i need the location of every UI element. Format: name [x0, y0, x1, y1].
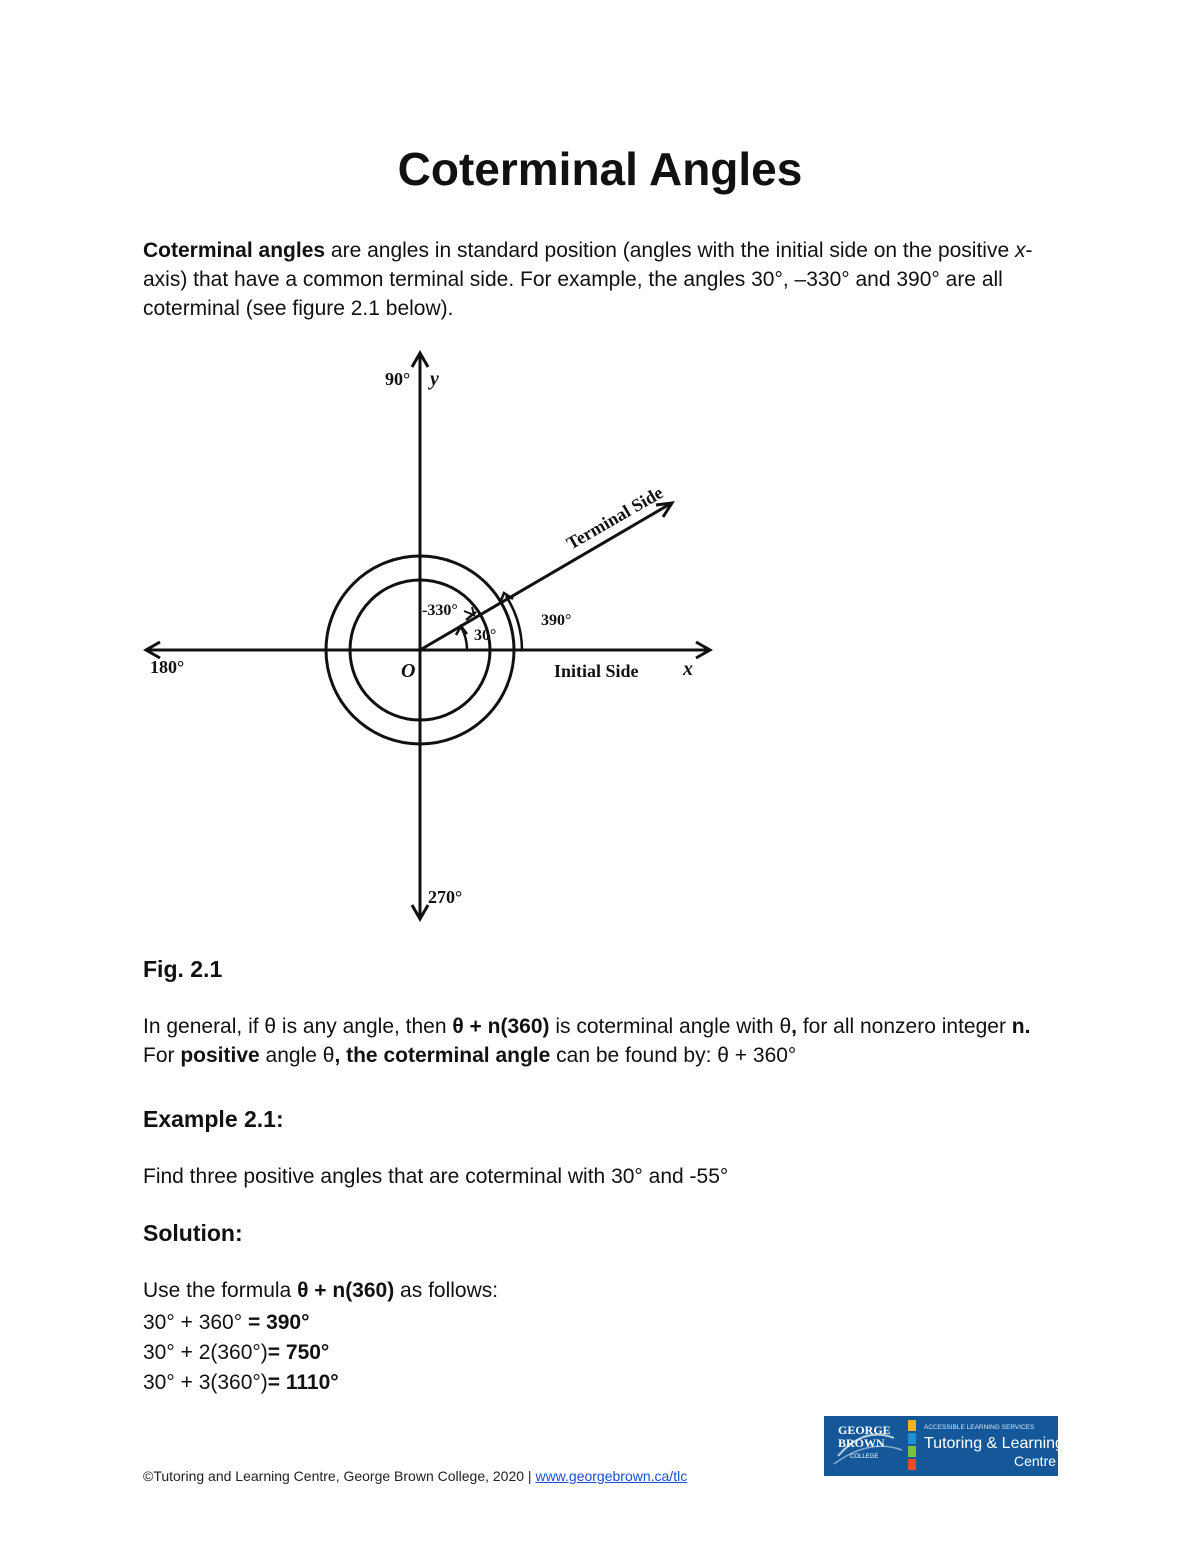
general-text-4: For	[143, 1044, 181, 1067]
general-formula: θ + n(360)	[452, 1015, 550, 1038]
label-270: 270°	[428, 887, 463, 907]
intro-paragraph	[143, 236, 1063, 323]
general-coterminal-angle: , the coterminal angle	[334, 1044, 551, 1067]
example-text: Find three positive angles that are coterminal with 30° and -55°	[143, 1165, 729, 1188]
logo-tlc-main: Tutoring & Learning	[924, 1435, 1058, 1452]
logo-tlc-sub: Centre	[1014, 1453, 1057, 1469]
tlc-logo-graphic	[824, 1416, 1058, 1476]
intro-bold-term: Coterminal angles	[143, 239, 326, 262]
general-positive: positive	[180, 1044, 260, 1067]
intro-x-variable: x	[1014, 239, 1026, 262]
label-y: y	[430, 368, 439, 390]
solution-formula-line	[143, 1276, 498, 1306]
solution-formula-pre: Use the formula	[143, 1279, 298, 1302]
solution-line-2-result: = 750°	[267, 1341, 330, 1364]
general-text-5: angle θ	[259, 1044, 335, 1067]
solution-line-1-expr: 30° + 360°	[143, 1311, 248, 1334]
general-text-1: In general, if θ is any angle, then	[143, 1015, 453, 1038]
logo-brand-line3: COLLEGE	[850, 1454, 879, 1460]
solution-formula-post: as follows:	[394, 1279, 499, 1302]
general-text-2: is coterminal angle with θ	[549, 1015, 792, 1038]
general-paragraph	[143, 1012, 1063, 1070]
solution-line-2	[143, 1338, 329, 1368]
intro-text-2: -axis) that have a common terminal side. For example, the angles 30°, –330° and 390° are all coterminal (see figure 2.1 below).	[143, 239, 1033, 320]
logo-brand-line2: BROWN	[838, 1436, 885, 1450]
label-x: x	[683, 658, 693, 680]
label-neg330: -330°	[422, 602, 458, 619]
label-origin: O	[401, 660, 416, 682]
arc-neg330-arrow	[464, 607, 474, 615]
solution-line-3	[143, 1368, 339, 1398]
footer-text: ©Tutoring and Learning Centre, George Brown College, 2020 |	[143, 1468, 536, 1484]
label-180: 180°	[150, 657, 185, 677]
footer	[143, 1468, 687, 1484]
label-90: 90°	[385, 369, 411, 389]
solution-formula-bold: θ + n(360)	[297, 1279, 395, 1302]
label-terminal-side: Terminal Side	[563, 482, 667, 554]
coterminal-angles-figure	[130, 345, 730, 935]
logo-brand-line1: GEORGE	[838, 1423, 891, 1437]
solution-line-3-expr: 30° + 3(360°)	[143, 1371, 268, 1394]
tlc-logo	[824, 1416, 1058, 1476]
general-text-6: can be found by: θ + 360°	[550, 1044, 797, 1067]
label-390: 390°	[541, 612, 572, 629]
general-text-3: for all nonzero integer	[796, 1015, 1012, 1038]
solution-heading: Solution:	[143, 1220, 243, 1246]
example-heading: Example 2.1:	[143, 1106, 284, 1132]
page-title: Coterminal Angles	[397, 143, 803, 195]
solution-line-1	[143, 1308, 310, 1338]
solution-line-2-expr: 30° + 2(360°)	[143, 1341, 268, 1364]
label-initial-side: Initial Side	[554, 661, 639, 681]
solution-line-3-result: = 1110°	[267, 1371, 339, 1394]
intro-text-1: are angles in standard position (angles with the initial side on the positive	[325, 239, 1015, 262]
footer-link[interactable]: www.georgebrown.ca/tlc	[535, 1468, 688, 1484]
logo-tlc-top: ACCESSIBLE LEARNING SERVICES	[924, 1424, 1035, 1431]
label-30: 30°	[474, 627, 497, 644]
figure-caption: Fig. 2.1	[143, 956, 223, 982]
general-n: n.	[1011, 1015, 1031, 1038]
solution-line-1-result: = 390°	[247, 1311, 310, 1334]
general-comma: ,	[791, 1015, 797, 1038]
